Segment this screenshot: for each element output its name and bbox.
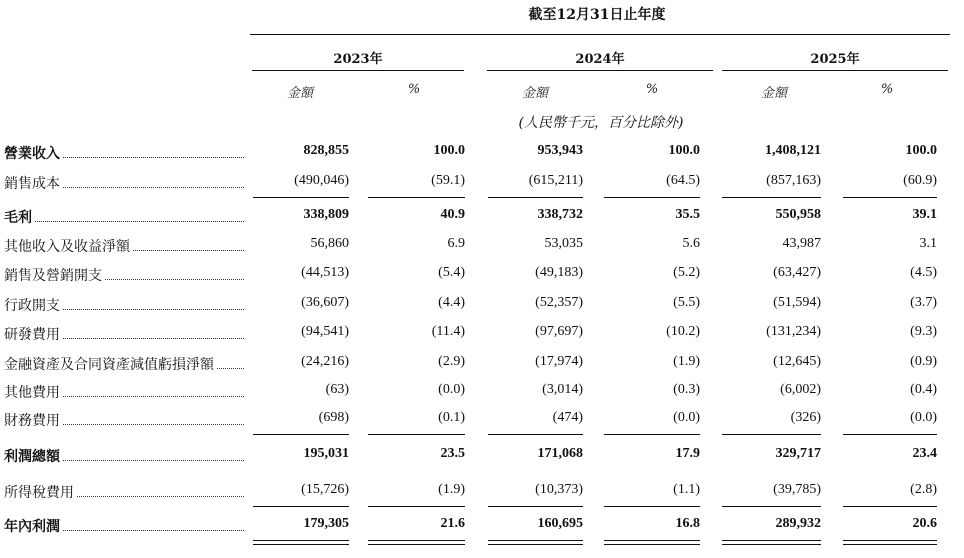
cell-amount-2023: (36,607): [301, 295, 349, 310]
cell-amount-2023: 338,809: [303, 207, 349, 222]
cell-amount-2025: (39,785): [773, 482, 821, 497]
cell-amount-2024: (49,183): [535, 265, 583, 280]
row-label: [4, 354, 244, 372]
row-label-text: 研發費用: [4, 327, 60, 342]
year-2023-rule: [252, 70, 464, 71]
subtotal-rule: [368, 434, 465, 435]
cell-amount-2024: (10,373): [535, 482, 583, 497]
total-double-rule: [604, 540, 700, 545]
cell-percent-2023: 6.9: [447, 236, 465, 251]
cell-percent-2025: 3.1: [919, 236, 937, 251]
year-2025-header: 2025年: [810, 52, 860, 67]
year-2025-rule: [722, 70, 948, 71]
row-label-text: 銷售及營銷開支: [4, 268, 102, 283]
cell-amount-2024: 171,068: [537, 446, 583, 461]
subtotal-rule: [843, 197, 937, 198]
cell-percent-2024: 35.5: [675, 207, 700, 222]
cell-percent-2025: (2.8): [910, 482, 937, 497]
cell-percent-2023: (4.4): [438, 295, 465, 310]
cell-amount-2023: (490,046): [294, 173, 349, 188]
subtotal-rule: [488, 434, 583, 435]
cell-percent-2024: 16.8: [675, 516, 700, 531]
cell-amount-2025: 43,987: [782, 236, 821, 251]
cell-percent-2025: 39.1: [912, 207, 937, 222]
subtotal-rule: [253, 506, 349, 507]
row-label-text: 毛利: [4, 210, 32, 225]
row-label-text: 財務費用: [4, 413, 60, 428]
cell-percent-2025: 23.4: [912, 446, 937, 461]
cell-amount-2025: (326): [790, 410, 821, 425]
subtotal-rule: [368, 506, 465, 507]
cell-percent-2025: (0.0): [910, 410, 937, 425]
cell-amount-2023: (15,726): [301, 482, 349, 497]
subtotal-rule: [722, 197, 821, 198]
cell-amount-2025: (131,234): [766, 324, 821, 339]
cell-percent-2023: (1.9): [438, 482, 465, 497]
cell-amount-2024: (474): [552, 410, 583, 425]
total-double-rule: [488, 540, 583, 545]
cell-amount-2024: (615,211): [528, 173, 583, 188]
cell-amount-2025: 550,958: [775, 207, 821, 222]
period-title: 截至12月31日止年度: [528, 7, 666, 23]
cell-amount-2025: 1,408,121: [765, 143, 821, 158]
cell-percent-2024: (1.1): [673, 482, 700, 497]
cell-amount-2023: 828,855: [303, 143, 349, 158]
row-label: [4, 265, 244, 283]
cell-amount-2025: 289,932: [775, 516, 821, 531]
cell-percent-2023: (5.4): [438, 265, 465, 280]
row-label: [4, 295, 244, 313]
row-label-text: 金融資產及合同資產減值虧損淨額: [4, 357, 214, 372]
year-2024-header: 2024年: [575, 52, 625, 67]
total-double-rule: [253, 540, 349, 545]
cell-amount-2024: (97,697): [535, 324, 583, 339]
cell-percent-2023: 23.5: [440, 446, 465, 461]
subtotal-rule: [253, 197, 349, 198]
subtotal-rule: [488, 506, 583, 507]
row-label: [4, 207, 244, 225]
cell-percent-2024: (1.9): [673, 354, 700, 369]
row-label-text: 行政開支: [4, 298, 60, 313]
cell-amount-2024: 953,943: [537, 143, 583, 158]
row-label: [4, 143, 244, 161]
cell-percent-2023: (11.4): [431, 324, 465, 339]
cell-percent-2024: 5.6: [682, 236, 700, 251]
subtotal-rule: [604, 434, 700, 435]
amount-header-2023: 金額: [286, 86, 313, 101]
subtotal-rule: [604, 506, 700, 507]
cell-amount-2023: (44,513): [301, 265, 349, 280]
subtotal-rule: [368, 197, 465, 198]
percent-header-2025: %: [880, 82, 894, 97]
cell-amount-2023: (698): [318, 410, 349, 425]
year-2024-rule: [487, 70, 713, 71]
subtotal-rule: [722, 506, 821, 507]
row-label-text: 利潤總額: [4, 449, 60, 464]
subtotal-rule: [253, 434, 349, 435]
cell-amount-2024: (17,974): [535, 354, 583, 369]
subtotal-rule: [488, 197, 583, 198]
cell-amount-2023: 195,031: [303, 446, 349, 461]
row-label: [4, 173, 244, 191]
percent-header-2024: %: [645, 82, 659, 97]
row-label: [4, 482, 244, 500]
row-label: [4, 324, 244, 342]
cell-amount-2025: 329,717: [775, 446, 821, 461]
row-label: [4, 236, 244, 254]
cell-amount-2023: (24,216): [301, 354, 349, 369]
unit-note: (人民幣千元，百分比除外): [518, 115, 684, 131]
row-label: [4, 516, 244, 534]
cell-percent-2023: (0.1): [438, 410, 465, 425]
cell-amount-2024: 160,695: [537, 516, 583, 531]
cell-percent-2024: (0.0): [673, 410, 700, 425]
cell-percent-2024: (5.2): [673, 265, 700, 280]
row-label: [4, 382, 244, 400]
cell-percent-2023: (59.1): [431, 173, 465, 188]
subtotal-rule: [843, 506, 937, 507]
total-double-rule: [368, 540, 465, 545]
cell-percent-2024: (64.5): [666, 173, 700, 188]
cell-percent-2025: (60.9): [903, 173, 937, 188]
total-double-rule: [843, 540, 937, 545]
header-rule: [250, 34, 950, 35]
row-label-text: 年內利潤: [4, 519, 60, 534]
cell-amount-2025: (63,427): [773, 265, 821, 280]
cell-percent-2025: 20.6: [912, 516, 937, 531]
cell-percent-2023: 100.0: [433, 143, 465, 158]
leader-dots: [4, 221, 244, 222]
cell-amount-2024: 338,732: [537, 207, 583, 222]
cell-percent-2024: (5.5): [673, 295, 700, 310]
cell-percent-2025: (4.5): [910, 265, 937, 280]
cell-percent-2025: (0.4): [910, 382, 937, 397]
cell-amount-2025: (12,645): [773, 354, 821, 369]
cell-percent-2023: 21.6: [440, 516, 465, 531]
subtotal-rule: [843, 434, 937, 435]
cell-percent-2024: 100.0: [668, 143, 700, 158]
percent-header-2023: %: [407, 82, 421, 97]
row-label: [4, 446, 244, 464]
row-label-text: 銷售成本: [4, 176, 60, 191]
cell-amount-2023: (94,541): [301, 324, 349, 339]
cell-amount-2025: (6,002): [780, 382, 821, 397]
amount-header-2025: 金額: [760, 86, 787, 101]
cell-percent-2024: (0.3): [673, 382, 700, 397]
subtotal-rule: [722, 434, 821, 435]
cell-percent-2024: 17.9: [675, 446, 700, 461]
amount-header-2024: 金額: [521, 86, 548, 101]
cell-amount-2025: (51,594): [773, 295, 821, 310]
cell-amount-2025: (857,163): [766, 173, 821, 188]
row-label-text: 其他費用: [4, 385, 60, 400]
cell-percent-2023: 40.9: [440, 207, 465, 222]
row-label-text: 營業收入: [4, 146, 60, 161]
year-2023-header: 2023年: [333, 52, 383, 67]
cell-amount-2023: 179,305: [303, 516, 349, 531]
cell-percent-2025: (3.7): [910, 295, 937, 310]
cell-amount-2024: 53,035: [544, 236, 583, 251]
total-double-rule: [722, 540, 821, 545]
cell-amount-2024: (52,357): [535, 295, 583, 310]
cell-percent-2025: (0.9): [910, 354, 937, 369]
cell-amount-2023: (63): [325, 382, 349, 397]
cell-amount-2023: 56,860: [310, 236, 349, 251]
row-label: [4, 410, 244, 428]
row-label-text: 所得稅費用: [4, 485, 74, 500]
subtotal-rule: [604, 197, 700, 198]
row-label-text: 其他收入及收益淨額: [4, 239, 130, 254]
cell-percent-2025: (9.3): [910, 324, 937, 339]
cell-percent-2025: 100.0: [905, 143, 937, 158]
cell-amount-2024: (3,014): [542, 382, 583, 397]
cell-percent-2023: (2.9): [438, 354, 465, 369]
cell-percent-2024: (10.2): [666, 324, 700, 339]
cell-percent-2023: (0.0): [438, 382, 465, 397]
